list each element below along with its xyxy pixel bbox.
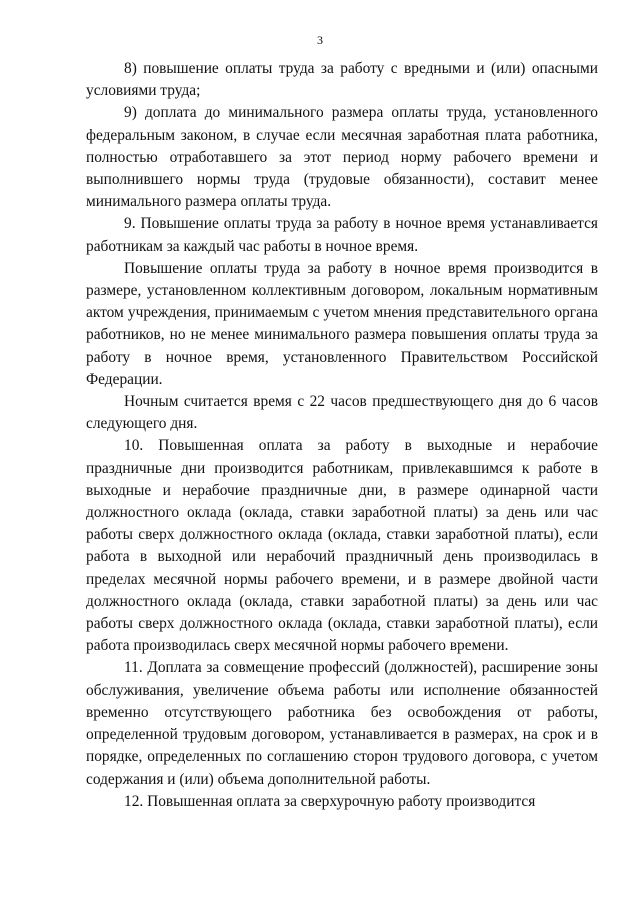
paragraph-item-9-minimum-wage: 9) доплата до минимального размера оплаты труда, установленного федеральным законом, в случае если месячная заработная плата работника, полностью отработавшего за этот период норму рабочего времени и выполнившего нормы труда (трудовые обязанности), составит менее минимального размера оплаты труда. <box>86 104 598 211</box>
paragraph-night-time-definition: Ночным считается время с 22 часов предшествующего дня до 6 часов следующего дня. <box>86 393 598 433</box>
page-number: 3 <box>317 33 323 47</box>
paragraph-item-8: 8) повышение оплаты труда за работу с вредными и (или) опасными условиями труда; <box>86 60 598 100</box>
paragraph-11-combined-duties: 11. Доплата за совмещение профессий (должностей), расширение зоны обслуживания, увеличение объема работы или исполнение обязанностей временно отсутствующего работника без освобождения от работы, определенной трудовым договором, устанавливается в размерах, на срок и в порядке, определенных по соглашению сторон трудового договора, с учетом содержания и (или) объема дополнительной работы. <box>86 659 598 788</box>
paragraph-9-night-work: 9. Повышение оплаты труда за работу в ночное время устанавливается работникам за каждый час работы в ночное время. <box>86 215 598 255</box>
paragraph-12-overtime: 12. Повышенная оплата за сверхурочную работу производится <box>124 792 536 810</box>
document-body <box>86 58 598 813</box>
paragraph-10-holiday-work: 10. Повышенная оплата за работу в выходные и нерабочие праздничные дни производится работникам, привлекавшимся к работе в выходные и нерабочие праздничные дни, в размере одинарной части должностного оклада (оклада, ставки заработной платы) за день или час работы сверх должностного оклада (оклада, ставки заработной платы), если работа в выходной или нерабочий праздничный день производилась в пределах месячной нормы рабочего времени, и в размере двойной части должностного оклада (оклада, ставки заработной платы) за день или час работы сверх должностного оклада (оклада, ставки заработной платы), если работа производилась сверх месячной нормы рабочего времени. <box>86 437 598 655</box>
paragraph-night-work-amount: Повышение оплаты труда за работу в ночное время производится в размере, установленном коллективным договором, локальным нормативным актом учреждения, принимаемым с учетом мнения представительного органа работников, но не менее минимального размера повышения оплаты труда за работу в ночное время, установленного Правительством Российской Федерации. <box>86 259 598 388</box>
